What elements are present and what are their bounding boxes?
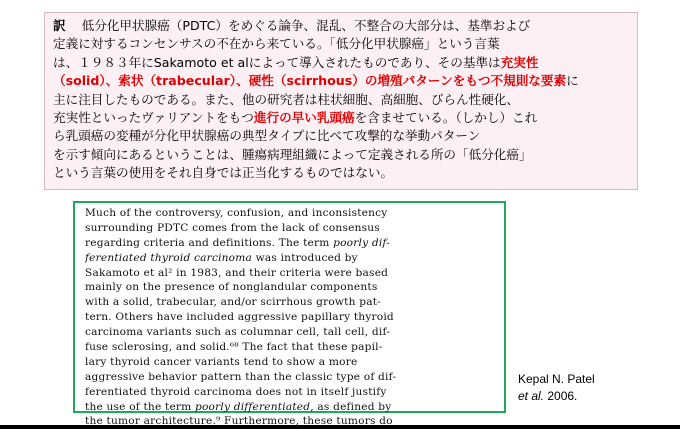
japanese-line [53, 72, 631, 90]
text-segment: Sakamoto et al² in 1983, and their criteria were based [85, 266, 389, 279]
italic-term: poorly differentiated [195, 400, 311, 413]
highlighted-term: （solid）、索状（trabecular）、硬性（scirrhous）の増殖パターンをもつ不規則な要素 [53, 73, 567, 89]
japanese-line [53, 91, 631, 109]
japanese-line [53, 164, 631, 182]
highlighted-term: 進行の早い乳頭癌 [253, 109, 355, 125]
english-line [85, 251, 498, 266]
highlighted-term: 充実性 [500, 54, 539, 70]
japanese-line [53, 146, 631, 164]
text-segment: Much of the controversy, confusion, and inconsistency [85, 207, 388, 219]
text-segment: , as defined by [310, 400, 392, 413]
english-line [85, 414, 498, 429]
text-segment: tern. Others have included aggressive papillary thyroid [85, 311, 394, 324]
english-text [85, 206, 498, 429]
text-segment: 充実性といったヴァリアントをもつ [53, 109, 254, 125]
japanese-line [53, 17, 631, 35]
text-segment: ferentiated thyroid carcinoma does not in itself justify [85, 385, 387, 398]
japanese-line [53, 35, 631, 53]
translation-marker: 訳 [53, 18, 66, 33]
english-line [85, 206, 498, 221]
text-segment: lary thyroid cancer variants tend to show a more [85, 355, 358, 368]
english-line [85, 325, 498, 340]
text-segment: に [566, 73, 579, 89]
citation [518, 371, 595, 405]
text-segment: は、１９８３年にSakamoto et alによって導入されたものであり、その基準は [53, 54, 501, 70]
english-line [85, 280, 498, 295]
english-line [85, 370, 498, 385]
italic-term: ferentiated thyroid carcinoma [85, 251, 253, 264]
english-line [85, 310, 498, 325]
citation-author: Kepal N. Patel [518, 372, 595, 386]
text-segment: 定義に対するコンセンサスの不在から来ている。「低分化甲状腺癌」という言葉 [53, 36, 500, 52]
italic-term: poorly dif- [333, 236, 390, 249]
japanese-line [53, 54, 631, 72]
english-line [85, 385, 498, 400]
text-segment: aggressive behavior pattern than the classic type of dif- [85, 370, 397, 383]
text-segment: fuse sclerosing, and solid.⁶⁸ The fact that these papil- [85, 341, 383, 354]
english-line [85, 236, 498, 251]
japanese-line [53, 109, 631, 127]
english-line [85, 355, 498, 370]
text-segment: regarding criteria and definitions. The term [85, 236, 334, 249]
text-segment: 主に注目したものである。また、他の研究者は柱状細胞、高細胞、びらん性硬化、 [53, 91, 519, 107]
text-segment: を示す傾向にあるということは、腫瘍病理組織によって定義される所の「低分化癌」 [53, 146, 532, 162]
english-line [85, 400, 498, 415]
text-segment: the tumor architecture.⁹ Furthermore, these tumors do [85, 415, 393, 428]
english-line [85, 340, 498, 355]
text-segment: with a solid, trabecular, and/or scirrhous growth pat- [85, 296, 381, 309]
text-segment: という言葉の使用をそれ自身では正当化するものではない。 [53, 165, 394, 181]
text-segment: mainly on the presence of nonglandular components [85, 281, 378, 294]
text-segment: 低分化甲状腺癌（PDTC）をめぐる論争、混乱、不整合の大部分は、基準および [81, 18, 531, 33]
text-segment: ら乳頭癌の変種が分化甲状腺癌の典型タイプに比べて攻撃的な挙動パターン [53, 128, 481, 144]
japanese-translation-box [44, 12, 638, 190]
english-excerpt-box [73, 201, 506, 428]
japanese-text [53, 17, 631, 183]
text-segment: surrounding PDTC comes from the lack of consensus [85, 221, 380, 234]
text-segment: was introduced by [252, 251, 358, 264]
english-line [85, 221, 498, 236]
japanese-line [53, 127, 631, 145]
text-segment: を含ませている。（しかし）これ [354, 109, 538, 125]
citation-etal-year [518, 388, 595, 405]
citation-year: 2006. [544, 389, 578, 403]
english-line [85, 266, 498, 281]
english-line [85, 295, 498, 310]
text-segment: the use of the term [85, 400, 195, 413]
text-segment: carcinoma variants such as columnar cell, tall cell, dif- [85, 326, 390, 339]
citation-etal: et al. [518, 389, 545, 403]
